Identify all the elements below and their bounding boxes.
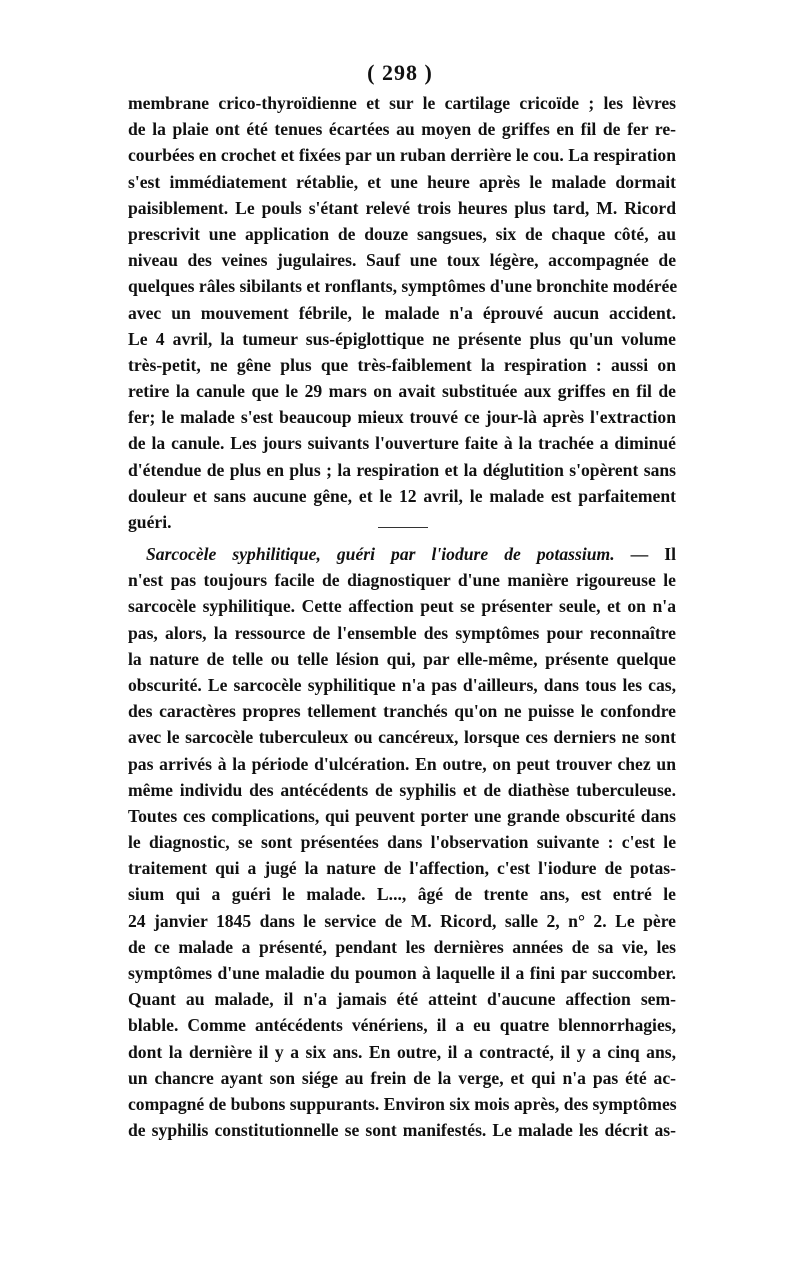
section-divider bbox=[378, 527, 428, 528]
text-line: Toutes ces complications, qui peuvent porter une grande obscurité dans bbox=[128, 805, 676, 826]
text-line: très-petit, ne gêne plus que très-faiblement la respiration : aussi on bbox=[128, 354, 676, 375]
section-title-continuation: — Il bbox=[614, 544, 676, 564]
text-line: membrane crico-thyroïdienne et sur le cartilage cricoïde ; les lèvres bbox=[128, 93, 676, 113]
text-line: pas arrivés à la période d'ulcération. En outre, on peut trouver chez un bbox=[128, 753, 676, 774]
text-line: prescrivit une application de douze sangsues, six de chaque côté, au bbox=[128, 223, 676, 244]
text-line: le diagnostic, se sont présentées dans l'observation suivante : c'est le bbox=[128, 832, 676, 853]
text-line: compagné de bubons suppurants. Environ six mois après, des symptômes bbox=[128, 1093, 677, 1114]
text-line: quelques râles sibilants et ronflants, symptômes d'une bronchite modérée bbox=[128, 276, 678, 297]
text-line: la nature de telle ou telle lésion qui, par elle-même, présente quelque bbox=[128, 648, 676, 669]
page-number: ( 298 ) bbox=[367, 60, 433, 85]
text-line: sium qui a guéri le malade. L..., âgé de trente ans, est entré le bbox=[128, 884, 676, 905]
text-line: 24 janvier 1845 dans le service de M. Ricord, salle 2, n° 2. Le père bbox=[128, 910, 676, 931]
text-line: guéri. bbox=[128, 512, 172, 532]
text-line: Quant au malade, il n'a jamais été atteint d'aucune affection sem- bbox=[128, 989, 676, 1010]
text-line: même individu des antécédents de syphilis et de diathèse tuberculeuse. bbox=[128, 779, 676, 800]
text-line: d'étendue de plus en plus ; la respiration et la déglutition s'opèrent sans bbox=[128, 459, 676, 480]
text-line: dont la dernière il y a six ans. En outre, il a contracté, il y a cinq ans, bbox=[128, 1041, 676, 1062]
text-line: de la plaie ont été tenues écartées au moyen de griffes en fil de fer re- bbox=[128, 119, 676, 140]
text-line: de ce malade a présenté, pendant les dernières années de sa vie, les bbox=[128, 936, 676, 957]
text-line: Le 4 avril, la tumeur sus-épiglottique ne présente plus qu'un volume bbox=[128, 328, 676, 349]
section-heading-line bbox=[128, 541, 676, 567]
text-line: avec un mouvement fébrile, le malade n'a éprouvé aucun accident. bbox=[128, 302, 676, 323]
text-line: sarcocèle syphilitique. Cette affection peut se présenter seule, et on n'a bbox=[128, 596, 676, 617]
text-line: des caractères propres tellement tranchés qu'on ne puisse le confondre bbox=[128, 701, 676, 722]
paragraph-tracheotomy-case bbox=[128, 90, 676, 535]
text-line: niveau des veines jugulaires. Sauf une toux légère, accompagnée de bbox=[128, 250, 676, 271]
text-line: s'est immédiatement rétablie, et une heure après le malade dormait bbox=[128, 171, 676, 192]
text-line: fer; le malade s'est beaucoup mieux trouvé ce jour-là après l'extraction bbox=[128, 407, 676, 428]
text-line: avec le sarcocèle tuberculeux ou cancéreux, lorsque ces derniers ne sont bbox=[128, 727, 676, 748]
text-line: de la canule. Les jours suivants l'ouverture faite à la trachée a diminué bbox=[128, 433, 676, 454]
text-line: pas, alors, la ressource de l'ensemble des symptômes pour reconnaître bbox=[128, 622, 676, 643]
text-line: courbées en crochet et fixées par un ruban derrière le cou. La respiration bbox=[128, 145, 676, 166]
text-line: blable. Comme antécédents vénériens, il a eu quatre blennorrhagies, bbox=[128, 1015, 676, 1036]
text-line: n'est pas toujours facile de diagnostiquer d'une manière rigoureuse le bbox=[128, 570, 676, 591]
text-line: de syphilis constitutionnelle se sont manifestés. Le malade les décrit as- bbox=[128, 1120, 676, 1141]
text-line: paisiblement. Le pouls s'étant relevé trois heures plus tard, M. Ricord bbox=[128, 197, 676, 218]
text-line: symptômes d'une maladie du poumon à laquelle il a fini par succomber. bbox=[128, 963, 676, 983]
section-title: Sarcocèle syphilitique, guéri par l'iodure de potassium. bbox=[146, 544, 615, 564]
text-line: retire la canule que le 29 mars on avait substituée aux griffes en fil de bbox=[128, 381, 676, 402]
text-line: un chancre ayant son siége au frein de la verge, et qui n'a pas été ac- bbox=[128, 1067, 676, 1088]
text-line: obscurité. Le sarcocèle syphilitique n'a pas d'ailleurs, dans tous les cas, bbox=[128, 674, 676, 695]
text-line: traitement qui a jugé la nature de l'affection, c'est l'iodure de potas- bbox=[128, 858, 676, 879]
paragraph-sarcocele-case bbox=[128, 541, 676, 1143]
text-line: douleur et sans aucune gêne, et le 12 avril, le malade est parfaitement bbox=[128, 485, 676, 506]
